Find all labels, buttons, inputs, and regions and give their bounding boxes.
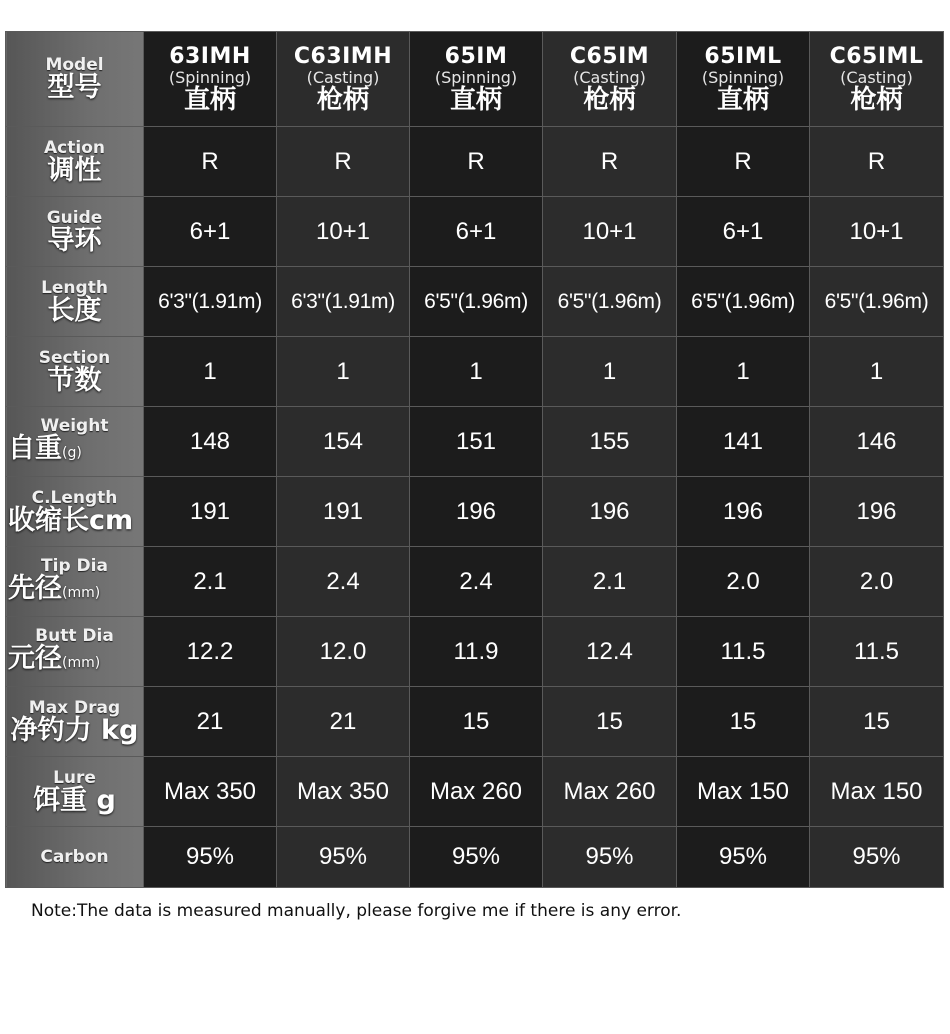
spec-row-carbon [6, 827, 944, 888]
spec-value: R [677, 127, 810, 197]
spec-value: 11.5 [677, 617, 810, 687]
model-type: (Casting) [306, 67, 380, 87]
spec-row-c-length [6, 477, 944, 547]
label-en: Model [45, 55, 104, 75]
label-cn: 节数 [47, 364, 102, 396]
spec-value: 191 [144, 477, 277, 547]
spec-value: 146 [810, 407, 944, 477]
model-header-cell [277, 32, 410, 127]
spec-value: 2.1 [543, 547, 677, 617]
label-cn: 型号 [47, 72, 102, 103]
spec-value: Max 260 [410, 757, 543, 827]
spec-value: 11.5 [810, 617, 944, 687]
spec-value: 155 [543, 407, 677, 477]
spec-value: 15 [543, 687, 677, 757]
label-en: Tip Dia [41, 555, 108, 576]
label-cn: 饵重 [33, 784, 88, 816]
spec-row-max-drag [6, 687, 944, 757]
label-cn-line [6, 432, 143, 467]
label-cn-line [6, 784, 143, 816]
spec-value: 1 [810, 337, 944, 407]
model-name: 65IML [704, 43, 782, 69]
model-header-cell [543, 32, 677, 127]
spec-value: 141 [677, 407, 810, 477]
spec-value: 10+1 [810, 197, 944, 267]
row-label-section [6, 337, 144, 407]
spec-value: 148 [144, 407, 277, 477]
spec-value: 11.9 [410, 617, 543, 687]
row-label-action [6, 127, 144, 197]
spec-value: 12.2 [144, 617, 277, 687]
model-name: C63IMH [293, 43, 393, 69]
label-unit: cm [89, 504, 134, 536]
model-type: (Casting) [573, 67, 646, 87]
spec-row-weight [6, 407, 944, 477]
spec-value: Max 260 [543, 757, 677, 827]
spec-value: R [144, 127, 277, 197]
model-name: 65IM [444, 43, 508, 69]
spec-value: 21 [144, 687, 277, 757]
label-unit: g [96, 784, 116, 816]
label-en: Weight [40, 415, 109, 436]
spec-value: 21 [277, 687, 410, 757]
label-unit: kg [101, 714, 139, 746]
spec-value: 95% [277, 827, 410, 888]
model-type-cn: 枪柄 [850, 84, 903, 115]
spec-value: 1 [410, 337, 543, 407]
spec-value: 6+1 [677, 197, 810, 267]
spec-value: 6'3"(1.91m) [277, 267, 410, 337]
label-cn-line [6, 572, 143, 607]
model-type-cn: 枪柄 [316, 84, 369, 115]
model-header-cell [144, 32, 277, 127]
spec-value: 12.4 [543, 617, 677, 687]
model-name: 63IMH [169, 43, 251, 69]
spec-value: Max 150 [810, 757, 944, 827]
spec-value: 151 [410, 407, 543, 477]
model-header-cell [810, 32, 944, 127]
spec-row-section [6, 337, 944, 407]
spec-value: 95% [543, 827, 677, 888]
label-en: Carbon [40, 847, 109, 867]
spec-row-lure [6, 757, 944, 827]
label-cn-line [6, 642, 143, 677]
spec-value: 95% [144, 827, 277, 888]
label-cn: 调性 [47, 154, 102, 186]
spec-row-action [6, 127, 944, 197]
spec-value: 15 [410, 687, 543, 757]
model-type: (Spinning) [701, 67, 785, 87]
label-cn: 收缩长 [8, 504, 89, 536]
model-type: (Spinning) [168, 67, 252, 87]
model-header-cell [410, 32, 543, 127]
spec-value: 196 [410, 477, 543, 547]
disclaimer-note: Note:The data is measured manually, please forgive me if there is any error. [31, 901, 682, 921]
spec-value: 191 [277, 477, 410, 547]
label-unit: (g) [62, 444, 82, 461]
label-en: Length [41, 277, 108, 298]
spec-table [5, 31, 944, 888]
model-header-cell [677, 32, 810, 127]
spec-value: 2.4 [277, 547, 410, 617]
row-label-carbon [6, 827, 144, 888]
model-type: (Casting) [840, 67, 913, 87]
spec-value: 196 [810, 477, 944, 547]
spec-value: 15 [810, 687, 944, 757]
row-label-weight [6, 407, 144, 477]
label-unit: (mm) [62, 584, 101, 601]
label-cn: 净钓力 [10, 714, 92, 746]
spec-row-tip-dia [6, 547, 944, 617]
model-type-cn: 直柄 [449, 84, 502, 115]
spec-value: 6'5"(1.96m) [410, 267, 543, 337]
model-type-cn: 枪柄 [583, 84, 636, 115]
row-label-lure [6, 757, 144, 827]
spec-value: 10+1 [277, 197, 410, 267]
label-cn-line [6, 504, 143, 536]
label-cn: 自重 [8, 432, 62, 464]
model-name: C65IML [829, 43, 924, 69]
spec-value: 2.1 [144, 547, 277, 617]
label-unit: (mm) [62, 654, 101, 671]
spec-value: 6'5"(1.96m) [543, 267, 677, 337]
label-en: Action [44, 137, 105, 158]
label-cn: 长度 [47, 294, 102, 326]
spec-value: 154 [277, 407, 410, 477]
spec-value: 196 [677, 477, 810, 547]
label-cn: 元径 [8, 642, 62, 674]
spec-value: 1 [677, 337, 810, 407]
spec-value: 6+1 [144, 197, 277, 267]
spec-value: 1 [543, 337, 677, 407]
label-en: C.Length [31, 487, 118, 508]
spec-value: 196 [543, 477, 677, 547]
spec-value: 6'5"(1.96m) [810, 267, 944, 337]
spec-value: 1 [144, 337, 277, 407]
model-type-cn: 直柄 [716, 84, 769, 115]
spec-value: Max 350 [144, 757, 277, 827]
spec-value: 95% [677, 827, 810, 888]
model-name: C65IM [569, 43, 650, 69]
label-en: Lure [53, 767, 96, 788]
row-label-max-drag [6, 687, 144, 757]
spec-value: 15 [677, 687, 810, 757]
spec-value: R [810, 127, 944, 197]
label-cn: 导环 [47, 224, 102, 256]
label-en: Section [38, 347, 111, 368]
row-label-length [6, 267, 144, 337]
model-type-cn: 直柄 [183, 84, 236, 115]
header-row [6, 32, 944, 127]
label-en: Butt Dia [35, 625, 114, 646]
row-label-tip-dia [6, 547, 144, 617]
spec-value: 1 [277, 337, 410, 407]
spec-value: R [277, 127, 410, 197]
spec-row-guide [6, 197, 944, 267]
spec-row-length [6, 267, 944, 337]
row-label-c-length [6, 477, 144, 547]
row-label-butt-dia [6, 617, 144, 687]
spec-value: 95% [810, 827, 944, 888]
spec-value: R [543, 127, 677, 197]
spec-value: 6'5"(1.96m) [677, 267, 810, 337]
spec-value: 12.0 [277, 617, 410, 687]
spec-value: 2.4 [410, 547, 543, 617]
spec-value: 2.0 [677, 547, 810, 617]
row-label-guide [6, 197, 144, 267]
spec-row-butt-dia [6, 617, 944, 687]
spec-value: 95% [410, 827, 543, 888]
label-cn-line [6, 714, 143, 746]
spec-value: Max 350 [277, 757, 410, 827]
spec-value: R [410, 127, 543, 197]
spec-value: Max 150 [677, 757, 810, 827]
spec-value: 6'3"(1.91m) [144, 267, 277, 337]
spec-value: 2.0 [810, 547, 944, 617]
row-label-model [6, 32, 144, 127]
label-cn: 先径 [8, 572, 62, 604]
label-en: Max Drag [28, 697, 121, 718]
label-en: Guide [46, 207, 103, 228]
spec-value: 10+1 [543, 197, 677, 267]
model-type: (Spinning) [434, 67, 518, 87]
spec-value: 6+1 [410, 197, 543, 267]
